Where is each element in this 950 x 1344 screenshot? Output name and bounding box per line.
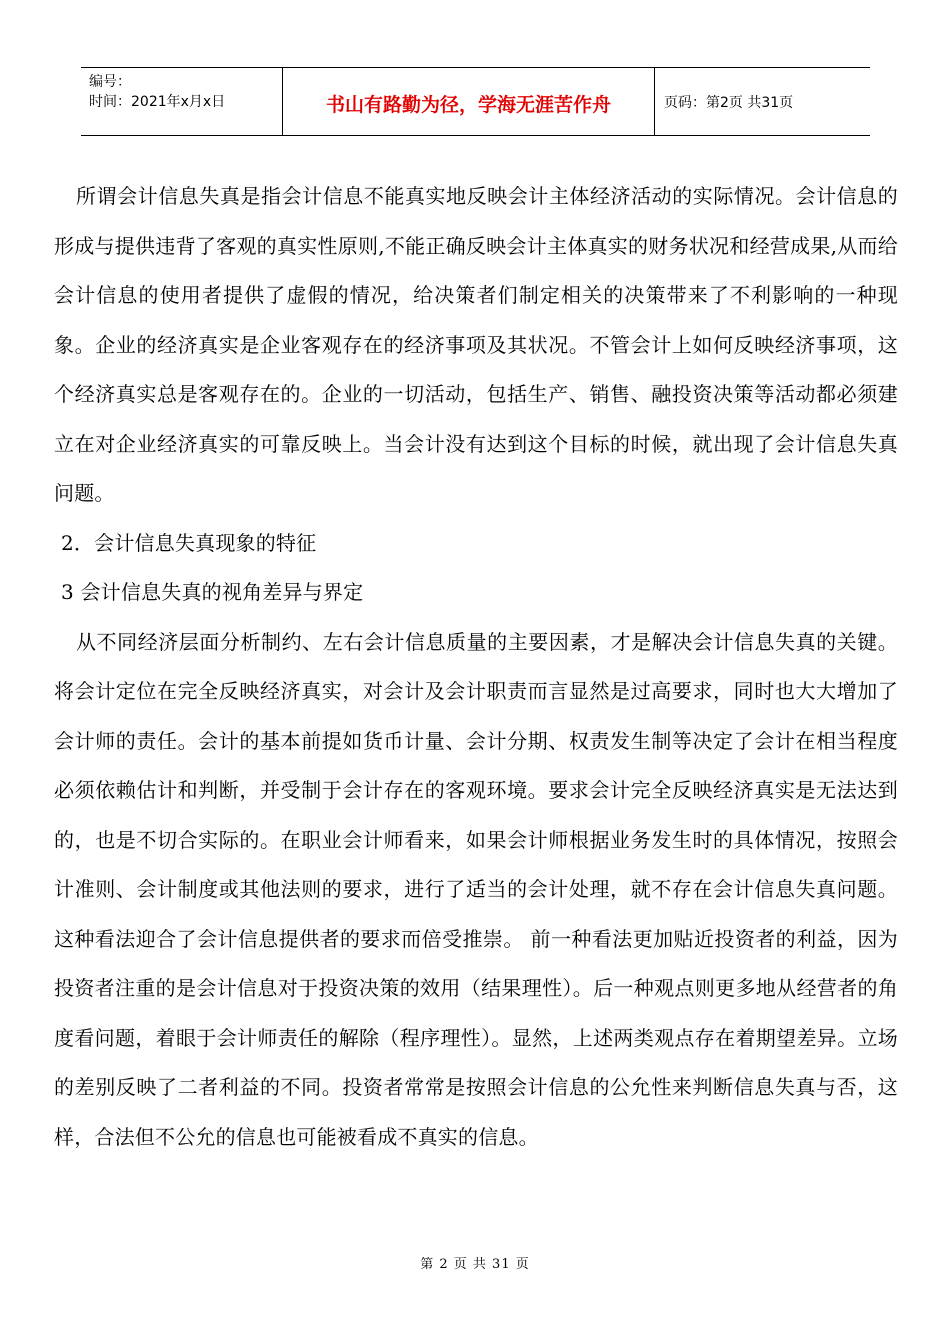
paragraph-perspectives: 从不同经济层面分析制约、左右会计信息质量的主要因素，才是解决会计信息失真的关键。将会计定位在完全反映经济真实，对会计及会计职责而言显然是过高要求，同时也大大增加了会计师的责任。会计的基本前提如货币计量、会计分期、权责发生制等决定了会计在相当程度必须依赖估计和判断，并受制于会计存在的客观环境。要求会计完全反映经济真实是无法达到的，也是不切合实际的。在职业会计师看来，如果会计师根据业务发生时的具体情况，按照会计准则、会计制度或其他法则的要求，进行了适当的会计处理，就不存在会计信息失真问题。这种看法迎合了会计信息提供者的要求而倍受推崇。 前一种看法更加贴近投资者的利益，因为投资者注重的是会计信息对于投资决策的效用（结果理性）。后一种观点则更多地从经营者的角度看问题，着眼于会计师责任的解除（程序理性）。显然，上述两类观点存在着期望差异。立场的差别反映了二者利益的不同。投资者常常是按照会计信息的公允性来判断信息失真与否，这样，合法但不公允的信息也可能被看成不真实的信息。 <box>54 629 898 1149</box>
document-body <box>54 172 898 1162</box>
paragraph-definition: 所谓会计信息失真是指会计信息不能真实地反映会计主体经济活动的实际情况。会计信息的形成与提供违背了客观的真实性原则,不能正确反映会计主体真实的财务状况和经营成果,从而给会计信息的使用者提供了虚假的情况，给决策者们制定相关的决策带来了不利影响的一种现象。企业的经济真实是企业客观存在的经济事项及其状况。不管会计上如何反映经济事项，这个经济真实总是客观存在的。企业的一切活动，包括生产、销售、融投资决策等活动都必须建立在对企业经济真实的可靠反映上。当会计没有达到这个目标的时候，就出现了会计信息失真问题。 <box>54 184 898 505</box>
page-info-cell <box>655 68 870 135</box>
page-footer <box>0 1253 950 1272</box>
number-label: 编号： <box>89 74 131 90</box>
page-footer-text: 第 2 页 共 31 页 <box>420 1257 530 1272</box>
section-heading-2: 2．会计信息失真现象的特征 <box>61 530 317 555</box>
header-table <box>81 67 870 136</box>
section-heading-3: 3 会计信息失真的视角差异与界定 <box>61 580 364 604</box>
date-label: 时间：2021年x月x日 <box>89 94 226 110</box>
motto-text: 书山有路勤为径，学海无涯苦作舟 <box>325 94 611 116</box>
motto-cell <box>282 68 655 135</box>
header-meta-cell <box>81 68 282 135</box>
page-info-text: 页码：第2页 共31页 <box>664 94 794 111</box>
